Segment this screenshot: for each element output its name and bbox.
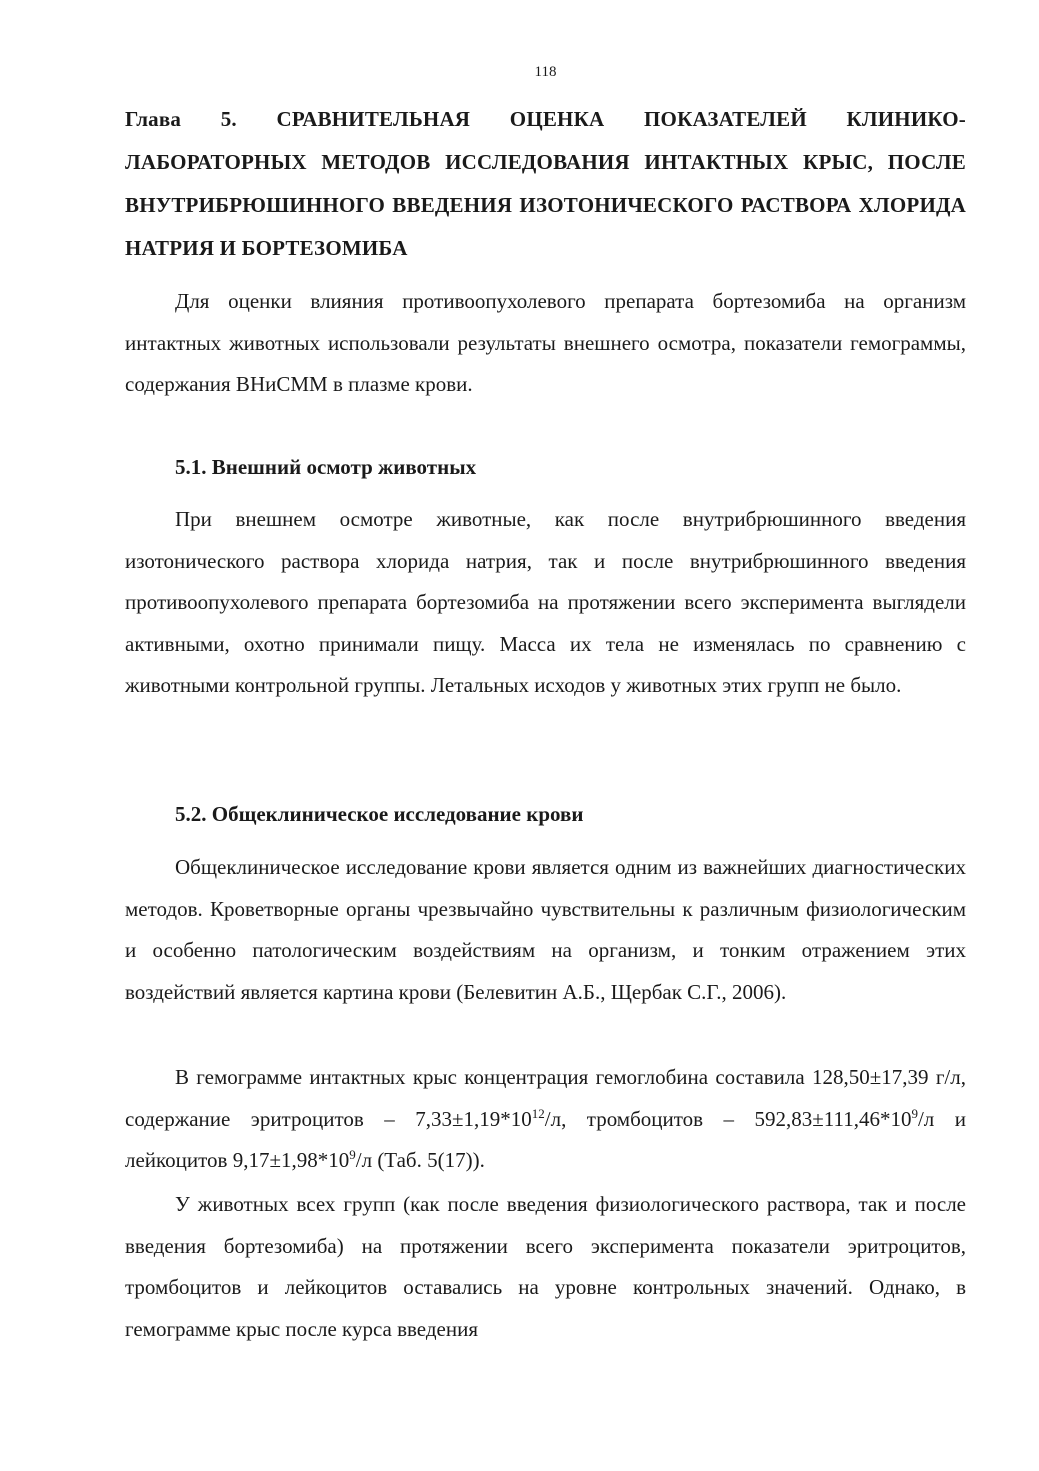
section-5-2-paragraph-3: У животных всех групп (как после введения физиологического раствора, так и после введения бортезомиба) на протяжении всего эксперимента показатели эритроцитов, тромбоцитов и лейкоцитов оставались на уровне контрольных значений. Однако, в гемограмме крыс после курса введения — [125, 1192, 966, 1341]
intro-paragraph: Для оценки влияния противоопухолевого препарата бортезомиба на организм интактных животных использовали результаты внешнего осмотра, показатели гемограммы, содержания ВНиСММ в плазме крови. — [125, 289, 966, 396]
page-number: 118 — [534, 64, 557, 80]
section-5-2-paragraph-2 — [125, 1057, 966, 1182]
exponent-erythrocytes: 12 — [531, 1105, 545, 1121]
chapter-title: Глава 5. СРАВНИТЕЛЬНАЯ ОЦЕНКА ПОКАЗАТЕЛЕЙ КЛИНИКО-ЛАБОРАТОРНЫХ МЕТОДОВ ИССЛЕДОВАНИЯ ИНТАКТНЫХ КРЫС, ПОСЛЕ ВНУТРИБРЮШИННОГО ВВЕДЕНИЯ ИЗОТОНИЧЕСКОГО РАСТВОРА ХЛОРИДА НАТРИЯ И БОРТЕЗОМИБА — [125, 107, 966, 260]
exponent-leukocytes: 9 — [349, 1147, 356, 1162]
hemogram-text-4: /л (Таб. 5(17)). — [355, 1148, 485, 1172]
section-5-2-paragraph-1: Общеклиническое исследование крови является одним из важнейших диагностических методов. Кроветворные органы чрезвычайно чувствительны к различным физиологическим и особенно патологическим воздействиям на организм, и тонким отражением этих воздействий является картина крови (Белевитин А.Б., Щербак С.Г., 2006). — [125, 855, 966, 1004]
hemogram-text-3: /л и лейкоцитов 9,17±1,98*10 — [125, 1106, 966, 1172]
section-5-1-paragraph: При внешнем осмотре животные, как после внутрибрюшинного введения изотонического раствора хлорида натрия, так и после внутрибрюшинного введения противоопухолевого препарата бортезомиба на протяжении всего эксперимента выглядели активными, охотно принимали пищу. Масса их тела не изменялась по сравнению с животными контрольной группы. Летальных исходов у животных этих групп не было. — [125, 507, 966, 697]
exponent-platelets: 9 — [911, 1105, 918, 1121]
hemogram-text-1: В гемограмме интактных крыс концентрация гемоглобина составила 128,50±17,39 г/л, содержание эритроцитов – 7,33±1,19*10 — [125, 1065, 966, 1131]
section-5-1-heading: 5.1. Внешний осмотр животных — [175, 455, 477, 479]
section-5-2-heading: 5.2. Общеклиническое исследование крови — [175, 802, 584, 826]
hemogram-text-2: /л, тромбоцитов – 592,83±111,46*10 — [544, 1106, 912, 1131]
